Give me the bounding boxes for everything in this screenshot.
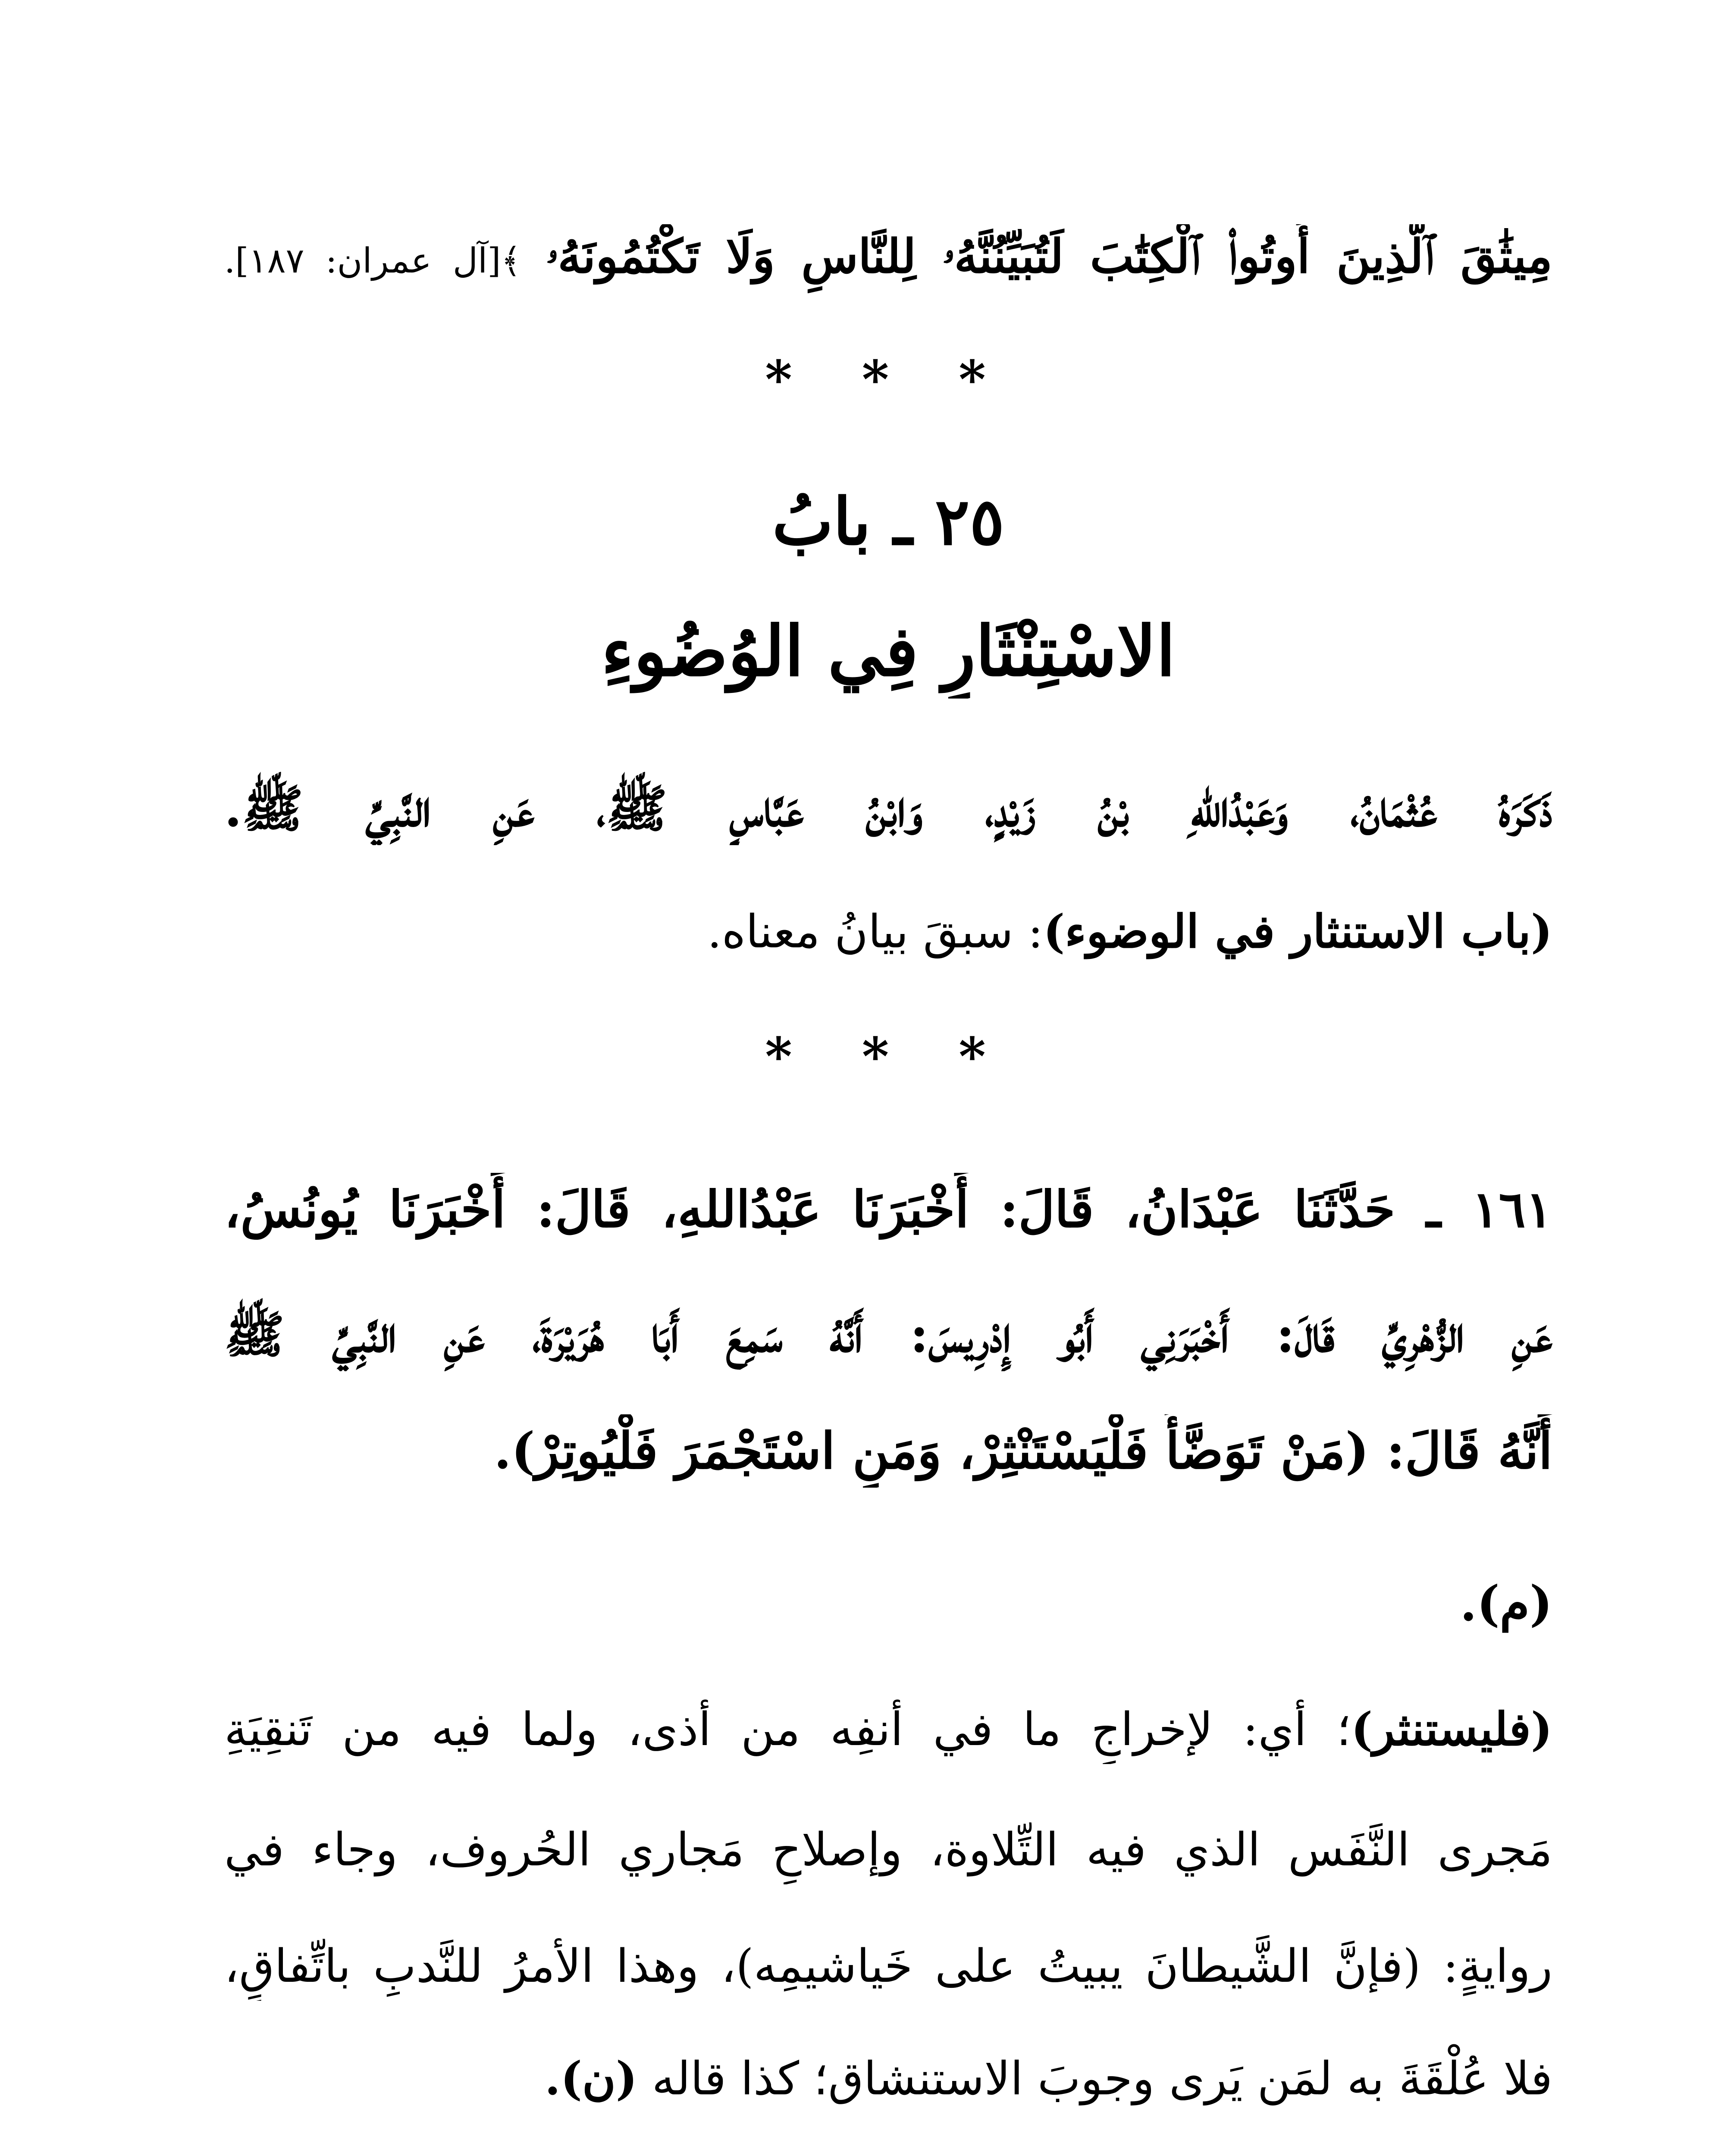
commentary-text: فلا عُلْقَةَ به لمَن يَرى وجوبَ الاستنشاق؛ كذا قاله	[652, 2052, 1552, 2105]
commentary-line: مَجرى النَّفَس الذي فيه التِّلاوة، وإصلاحِ مَجاري الحُروف، وجاء في	[224, 1823, 1552, 1876]
commentary-line: روايةٍ: (فإنَّ الشَّيطانَ يبيتُ على خَياشيمِه)، وهذا الأمرُ للنَّدبِ باتِّفاقٍ،	[224, 1940, 1552, 1993]
chapter-note-label: (باب الاستنثار في الوضوء)	[1043, 904, 1552, 958]
commentary-line	[224, 1695, 1552, 1764]
source-tag: (م).	[1460, 1576, 1552, 1632]
hadith-line: عَنِ الزُّهْرِيِّ قَالَ: أَخْبَرَنِي أَبُو إِدْرِيسَ: أَنَّهُ سَمِعَ أَبَا هُرَيْرَةَ، عَنِ النَّبِيِّ ﷺ	[224, 1305, 1552, 1364]
section-separator: * * *	[765, 349, 1012, 410]
chapter-narrators: ذَكَرَهُ عُثْمَانُ، وَعَبْدُاللهِ بْنُ زَيْدٍ، وَابْنُ عَبَّاسٍ ﷺ، عَنِ النَّبِيِّ ﷺ.	[224, 778, 1552, 838]
chapter-note-text: : سبقَ بيانُ معناه.	[707, 905, 1044, 958]
chapter-number: ٢٥ ـ بابُ	[772, 484, 1005, 560]
hadith-line: ١٦١ ـ حَدَّثَنَا عَبْدَانُ، قَالَ: أَخْبَرَنَا عَبْدُاللهِ، قَالَ: أَخْبَرَنَا يُونُسُ،	[224, 1180, 1552, 1239]
commentary-keyword: (فليستنثر)	[1351, 1702, 1552, 1756]
hadith-line: أَنَّهُ قَالَ: (مَنْ تَوَضَّأَ فَلْيَسْتَنْثِرْ، وَمَنِ اسْتَجْمَرَ فَلْيُوتِرْ).	[494, 1422, 1552, 1480]
quran-verse-line	[224, 224, 1552, 293]
quran-verse-text: مِيثَٰقَ ٱلَّذِينَ أُوتُوا۟ ٱلْكِتَٰبَ لَتُبَيِّنُنَّهُۥ لِلنَّاسِ وَلَا تَكْتُمُونَهُۥ	[546, 229, 1552, 284]
chapter-note	[224, 897, 1552, 966]
section-separator: * * *	[765, 1026, 1012, 1087]
commentary-line	[224, 2044, 1552, 2113]
chapter-title: الاسْتِنْثَارِ فِي الوُضُوءِ	[601, 611, 1176, 692]
commentary-source-label: (ن).	[545, 2051, 638, 2105]
quran-verse-reference: ﴾[آل عمران: ١٨٧].	[224, 241, 521, 281]
commentary-text: ؛ أي: لإخراجِ ما في أنفِه من أذى، ولما فيه من تَنقِيَةِ	[224, 1703, 1351, 1756]
